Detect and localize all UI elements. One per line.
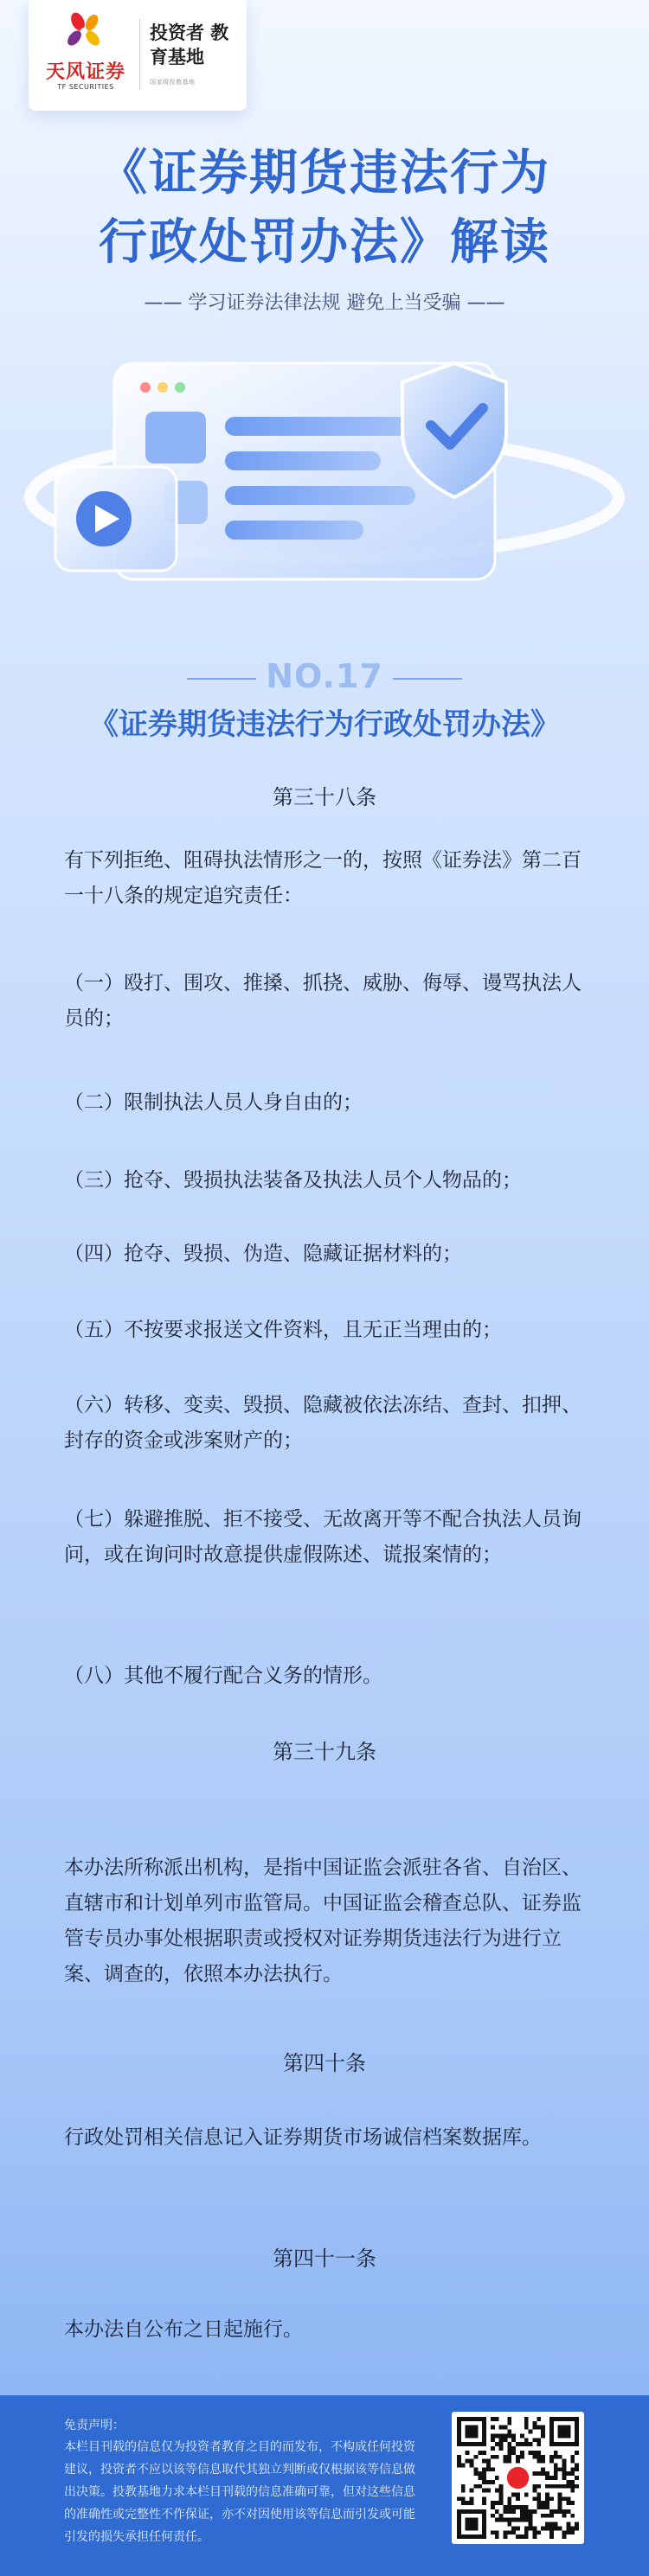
brand-name: 天风证券 — [45, 61, 125, 83]
hero-subtitle: —— 学习证券法律法规 避免上当受骗 —— — [144, 292, 505, 314]
hero-title-line-2: 行政处罚办法》解读 — [99, 214, 550, 271]
article-item: （三）抢夺、毁损执法装备及执法人员个人物品的； — [64, 1169, 522, 1192]
content-bar-4 — [225, 521, 363, 540]
article-item: （五）不按要求报送文件资料，且无正当理由的； — [64, 1319, 502, 1341]
disclaimer-text: 本栏目刊载的信息仅为投资者教育之目的而发布，不构成任何投资建议，投资者不应以该等信息取代其独立判断或仅根据该等信息做出决策。投教基地力求本栏目刊载的信息准确可靠，但对这些信息的准确性或完整性不作保证，亦不对因使用该等信息而引发或可能引发的损失承担任何责任。 — [64, 2440, 415, 2544]
article-item: （六）转移、变卖、毁损、隐藏被依法冻结、查封、扣押、封存的资金或涉案财产的； — [64, 1394, 582, 1452]
article-item: （七）躲避推脱、拒不接受、无故离开等不配合执法人员询问，或在询问时故意提供虚假陈述、谎报案情的； — [64, 1508, 582, 1566]
article-paragraph: 本办法所称派出机构，是指中国证监会派驻各省、自治区、直辖市和计划单列市监管局。中国证监会稽查总队、证券监管专员办事处根据职责或授权对证券期货违法行为进行立案、调查的，依照本办法执行。 — [64, 1857, 582, 1985]
qr-code — [452, 2412, 584, 2544]
issue-number: NO.17 — [266, 657, 383, 695]
article-paragraph: 有下列拒绝、阻碍执法情形之一的，按照《证券法》第二百一十八条的规定追究责任： — [64, 849, 582, 907]
article-heading: 第四十条 — [283, 2051, 366, 2075]
article-item: （四）抢夺、毁损、伪造、隐藏证据材料的； — [64, 1243, 462, 1265]
education-base-title: 投资者 教育基地 — [150, 22, 229, 67]
article-paragraph: 本办法自公布之日起施行。 — [64, 2318, 303, 2341]
content-bar-1 — [225, 417, 424, 436]
window-dot-yellow — [157, 382, 168, 393]
window-tile-1 — [145, 412, 206, 463]
logo-card — [29, 0, 247, 111]
article-paragraph: 行政处罚相关信息记入证券期货市场诚信档案数据库。 — [64, 2126, 542, 2149]
tf-logo-icon — [65, 12, 103, 50]
disclaimer-footer — [0, 2395, 649, 2576]
issue-number-line-right — [393, 678, 462, 680]
document-title: 《证券期货违法行为行政处罚办法》 — [89, 707, 560, 742]
article-item: （一）殴打、围攻、推搡、抓挠、威胁、侮辱、谩骂执法人员的； — [64, 972, 582, 1030]
article-heading: 第三十八条 — [273, 785, 376, 809]
article-item: （二）限制执法人员人身自由的； — [64, 1091, 363, 1114]
qr-code-icon — [457, 2417, 579, 2539]
content-bar-3 — [225, 486, 415, 505]
article-heading: 第四十一条 — [273, 2247, 376, 2271]
content-bar-2 — [225, 451, 381, 470]
brand-english-name: TF SECURITIES — [57, 83, 114, 91]
article-heading: 第三十九条 — [273, 1740, 376, 1764]
disclaimer-heading: 免责声明： — [64, 2419, 125, 2432]
hero-title-line-1: 《证券期货违法行为 — [99, 144, 550, 201]
window-dot-green — [175, 382, 185, 393]
window-dot-red — [140, 382, 151, 393]
issue-number-row — [0, 657, 649, 700]
logo-divider — [139, 19, 140, 90]
article-item: （八）其他不履行配合义务的情形。 — [64, 1665, 382, 1687]
issue-number-line-left — [187, 678, 256, 680]
hero-illustration — [17, 329, 632, 631]
education-base-subtitle: 国家级投教基地 — [150, 79, 196, 86]
